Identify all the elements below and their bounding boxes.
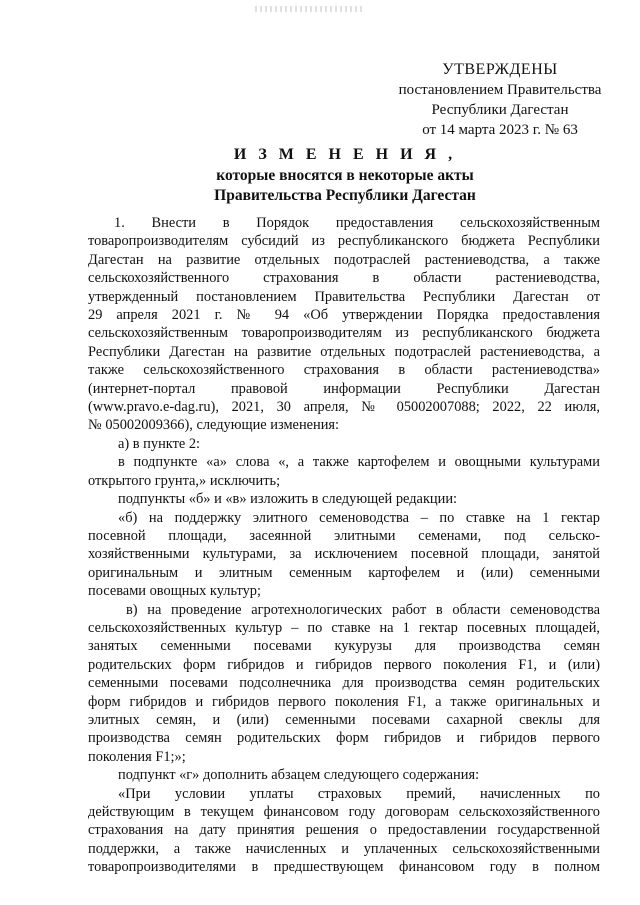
- text-line: оригинальным и элитным семенным картофелем и (или) семенными: [88, 564, 600, 581]
- text-line: посевами овощных культур;: [88, 583, 261, 600]
- document-body: [88, 214, 600, 877]
- text-line: утвержденный постановлением Правительства Республики Дагестан от: [88, 288, 600, 305]
- text-line: Республики Дагестан на развитие отдельных подотраслей растениеводства, а: [88, 343, 600, 360]
- text-line: сельскохозяйственного страхования в области растениеводства,: [88, 270, 600, 287]
- text-line: занятых семенными посевами кукурузы для производства семян: [88, 638, 600, 655]
- text-line: 1. Внести в Порядок предоставления сельскохозяйственным: [114, 215, 600, 231]
- scan-artifact: [255, 6, 365, 12]
- text-line: «б) на поддержку элитного семеноводства – по ставке на 1 гектар: [118, 509, 600, 526]
- text-line: Дагестан на развитие отдельных подотраслей растениеводства, а также: [88, 251, 600, 268]
- text-line: посевной площади, засеянной элитными семенами, под сельско-: [88, 527, 600, 544]
- text-line: родительских форм гибридов и гибридов первого поколения F1, и (или): [88, 656, 600, 673]
- subtitle-line: которые вносятся в некоторые акты: [216, 167, 474, 184]
- approval-line: постановлением Правительства: [398, 82, 602, 98]
- text-line: а) в пункте 2:: [118, 435, 201, 452]
- text-line: товаропроизводителями в предшествующем финансовом году в полном: [88, 859, 600, 876]
- text-line: подпункты «б» и «в» изложить в следующей редакции:: [118, 491, 458, 508]
- text-line: также сельскохозяйственного страхования в области растениеводства»: [88, 362, 600, 379]
- approval-date: от 14 марта 2023 г. № 63: [422, 122, 578, 138]
- text-line: в подпункте «а» слова «, а также картофелем и овощными культурами: [118, 454, 600, 471]
- text-line: (интернет-портал правовой информации Республики Дагестан: [88, 380, 600, 397]
- text-line: хозяйственными культурами, за исключением посевной площади, занятой: [88, 546, 600, 563]
- approval-block: [390, 60, 610, 140]
- text-line: в) на проведение агротехнологических работ в области семеноводства: [126, 601, 600, 618]
- text-line: страхования на дату принятия решения о предоставлении государственной: [88, 822, 600, 839]
- text-line: сельскохозяйственным товаропроизводителям из республиканского бюджета: [88, 325, 600, 342]
- approval-line: Республики Дагестан: [431, 102, 569, 118]
- text-line: товаропроизводителям субсидий из республиканского бюджета Республики: [88, 233, 600, 250]
- text-line: открытого грунта,» исключить;: [88, 472, 281, 489]
- text-line: семенными посевами подсолнечника для производства семян родительских: [88, 675, 600, 692]
- document-title: И З М Е Н Е Н И Я ,: [233, 146, 457, 163]
- text-line: (www.pravo.e-dag.ru), 2021, 30 апреля, № 05002007088; 2022, 22 июля,: [88, 399, 600, 416]
- text-line: подпункт «г» дополнить абзацем следующего содержания:: [118, 767, 480, 784]
- text-line: сельскохозяйственных культур – по ставке на 1 гектар посевных площадей,: [88, 619, 600, 636]
- text-line: № 05002009366), следующие изменения:: [88, 417, 340, 434]
- text-line: элитных семян, и (или) семенными посевами сахарной свеклы для: [88, 711, 600, 728]
- text-line: форм гибридов и гибридов первого поколения F1, а также оригинальных и: [88, 693, 600, 710]
- subtitle-line: Правительства Республики Дагестан: [214, 187, 476, 204]
- text-line: производства семян родительских форм гибридов и гибридов первого: [88, 730, 600, 747]
- text-line: 29 апреля 2021 г. № 94 «Об утверждении Порядка предоставления: [88, 307, 600, 324]
- document-subtitle: [90, 166, 600, 206]
- text-line: поколения F1;»;: [88, 748, 186, 765]
- approval-title: УТВЕРЖДЕНЫ: [442, 61, 558, 78]
- text-line: «При условии уплаты страховых премий, начисленных по: [118, 785, 600, 802]
- text-line: поддержки, а также начисленных и уплаченных сельскохозяйственными: [88, 840, 600, 857]
- text-line: действующим в текущем финансовом году договорам сельскохозяйственного: [88, 804, 600, 820]
